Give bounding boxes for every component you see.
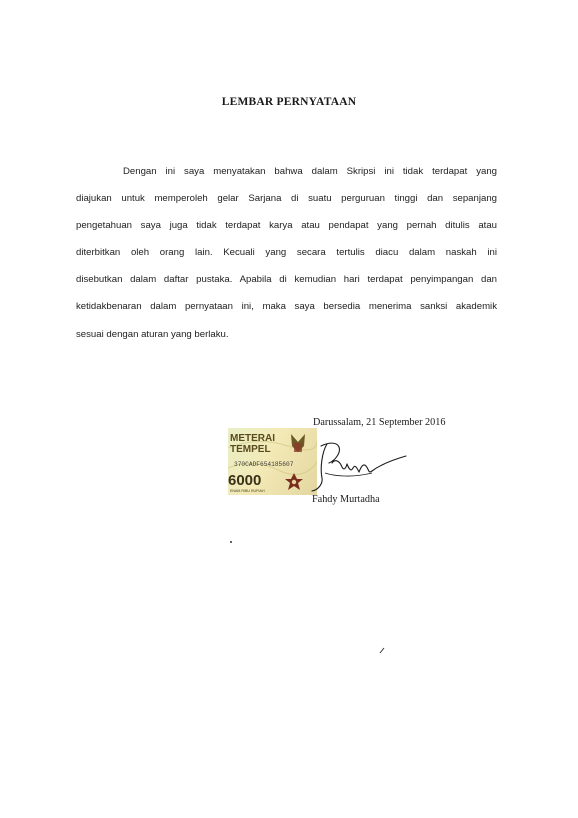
paragraph-line-6: ketidakbenaran dalam pernyataan ini, maka saya bersedia menerima sanksi akademik bbox=[76, 301, 497, 313]
paragraph-line-5: disebutkan dalam daftar pustaka. Apabila di kemudian hari terdapat penyimpangan dan bbox=[76, 274, 497, 286]
stamp-value: 6000 bbox=[228, 472, 262, 489]
paragraph-line-7: sesuai dengan aturan yang berlaku. bbox=[76, 328, 229, 340]
place-date: Darussalam, 21 September 2016 bbox=[313, 417, 446, 428]
stamp-value-text: ENAM RIBU RUPIAH bbox=[230, 489, 265, 493]
signer-name: Fahdy Murtadha bbox=[312, 494, 380, 505]
stamp-serial: 370CADF654185607 bbox=[234, 461, 294, 468]
document-title: LEMBAR PERNYATAAN bbox=[221, 96, 357, 108]
scan-speck bbox=[229, 540, 235, 546]
paragraph-line-1: Dengan ini saya menyatakan bahwa dalam Skripsi ini tidak terdapat yang bbox=[123, 166, 497, 177]
paragraph-line-4: diterbitkan oleh orang lain. Kecuali yang secara tertulis diacu dalam naskah ini bbox=[76, 247, 497, 259]
scan-mark bbox=[379, 647, 387, 655]
stamp-label-line1: METERAI bbox=[230, 433, 275, 444]
paragraph-line-2: diajukan untuk memperoleh gelar Sarjana di suatu perguruan tinggi dan sepanjang bbox=[76, 193, 497, 205]
stamp-label-line2: TEMPEL bbox=[230, 444, 271, 455]
paragraph-line-3: pengetahuan saya juga tidak terdapat karya atau pendapat yang pernah ditulis atau bbox=[76, 220, 497, 232]
